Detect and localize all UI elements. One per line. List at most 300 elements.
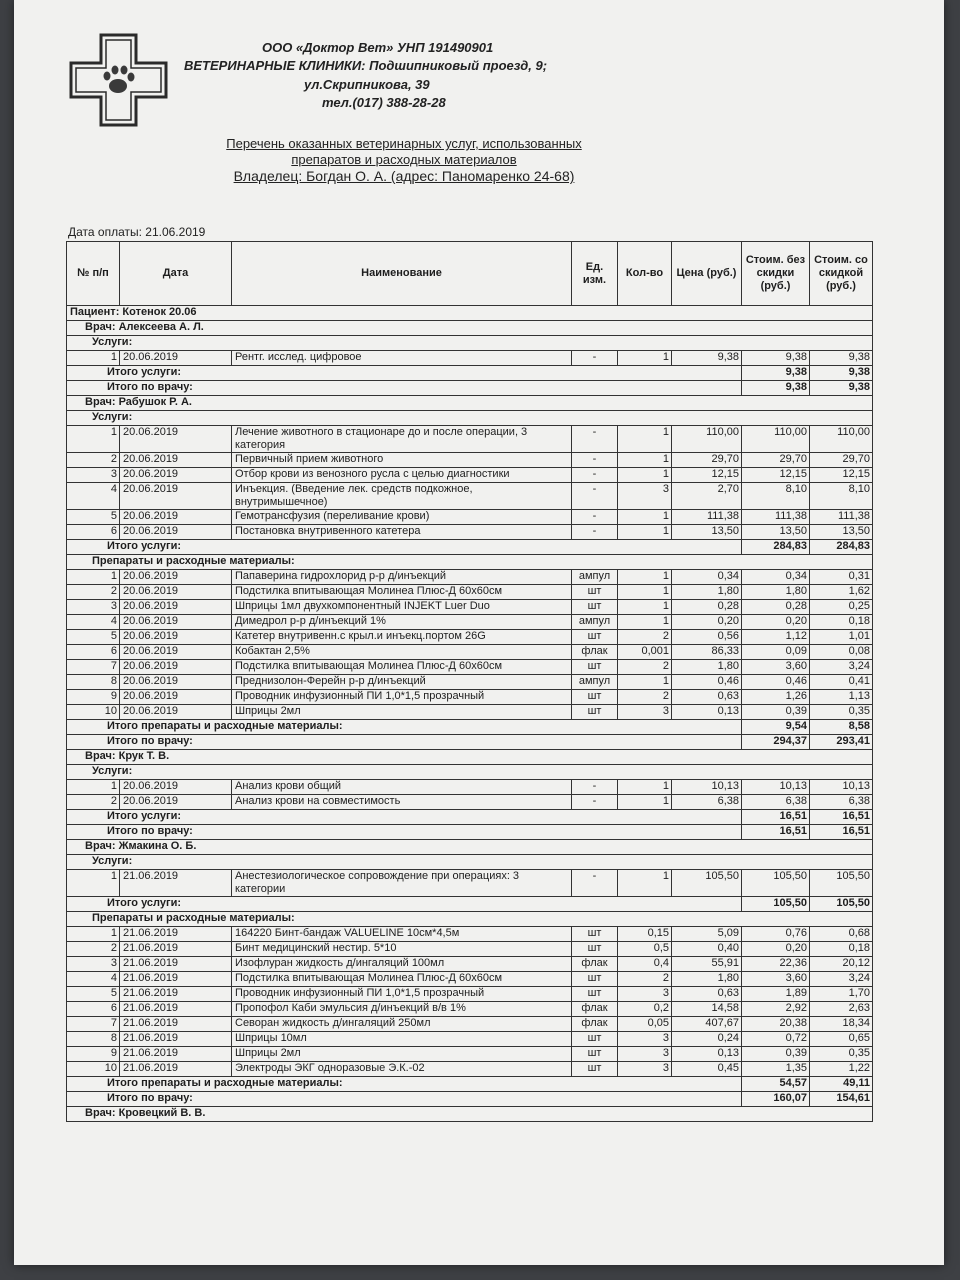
row-price: 105,50 [672,870,742,897]
row-unit: - [572,510,618,525]
materials-label: Препараты и расходные материалы: [67,912,873,927]
row-price: 2,70 [672,483,742,510]
row-unit: - [572,795,618,810]
row-date: 20.06.2019 [120,645,232,660]
total-cost: 9,54 [742,720,810,735]
row-unit: ампул [572,570,618,585]
row-date: 21.06.2019 [120,1032,232,1047]
row-date: 21.06.2019 [120,1002,232,1017]
total-cost: 105,50 [742,897,810,912]
row-unit: шт [572,987,618,1002]
row-cost-discount: 105,50 [810,870,873,897]
row-date: 20.06.2019 [120,351,232,366]
row-name: Бинт медицинский нестир. 5*10 [232,942,572,957]
row-number: 2 [67,453,120,468]
document-title-line1: Перечень оказанных ветеринарных услуг, использованных [226,136,582,151]
row-date: 21.06.2019 [120,1017,232,1032]
row-cost: 0,46 [742,675,810,690]
row-unit: - [572,468,618,483]
row-qty: 0,4 [618,957,672,972]
row-unit: шт [572,1062,618,1077]
row-price: 29,70 [672,453,742,468]
row-cost-discount: 1,13 [810,690,873,705]
row-price: 0,45 [672,1062,742,1077]
row-unit: ампул [572,615,618,630]
row-cost-discount: 1,62 [810,585,873,600]
row-price: 12,15 [672,468,742,483]
row-number: 4 [67,615,120,630]
col-price: Цена (руб.) [672,242,742,306]
total-cost-discount: 9,38 [810,366,873,381]
row-unit: - [572,351,618,366]
row-number: 1 [67,570,120,585]
row-name: Анализ крови на совместимость [232,795,572,810]
table-row [67,510,873,525]
row-price: 0,34 [672,570,742,585]
row-cost: 8,10 [742,483,810,510]
row-qty: 1 [618,468,672,483]
row-cost: 111,38 [742,510,810,525]
row-cost-discount: 0,41 [810,675,873,690]
row-qty: 1 [618,570,672,585]
table-row [67,927,873,942]
row-date: 20.06.2019 [120,570,232,585]
total-cost: 160,07 [742,1092,810,1107]
row-price: 0,56 [672,630,742,645]
total-cost: 16,51 [742,810,810,825]
row-cost: 6,38 [742,795,810,810]
row-number: 3 [67,600,120,615]
row-number: 9 [67,1047,120,1062]
clinic-phone: тел.(017) 388-28-28 [322,95,446,110]
row-qty: 1 [618,351,672,366]
row-number: 7 [67,1017,120,1032]
patient-row: Пациент: Котенок 20.06 [67,306,873,321]
row-price: 0,13 [672,1047,742,1062]
row-number: 2 [67,942,120,957]
row-unit: шт [572,585,618,600]
row-qty: 2 [618,690,672,705]
row-date: 20.06.2019 [120,795,232,810]
row-date: 21.06.2019 [120,1047,232,1062]
row-date: 20.06.2019 [120,705,232,720]
total-row [67,897,873,912]
doctor-row: Врач: Кровецкий В. В. [67,1107,873,1122]
table-row [67,957,873,972]
table-row [67,972,873,987]
row-qty: 1 [618,426,672,453]
row-unit: шт [572,660,618,675]
total-cost: 9,38 [742,366,810,381]
total-row [67,810,873,825]
table-row [67,690,873,705]
row-cost: 22,36 [742,957,810,972]
row-cost: 0,39 [742,705,810,720]
total-row [67,366,873,381]
row-unit: флак [572,957,618,972]
row-qty: 3 [618,987,672,1002]
row-name: Гемотрансфузия (переливание крови) [232,510,572,525]
row-number: 10 [67,1062,120,1077]
row-unit: шт [572,630,618,645]
row-number: 5 [67,510,120,525]
row-date: 21.06.2019 [120,957,232,972]
row-name: Анализ крови общий [232,780,572,795]
row-qty: 0,001 [618,645,672,660]
total-row [67,381,873,396]
row-cost: 13,50 [742,525,810,540]
row-name: Проводник инфузионный ПИ 1,0*1,5 прозрачный [232,987,572,1002]
row-cost-discount: 111,38 [810,510,873,525]
row-cost-discount: 20,12 [810,957,873,972]
row-unit: шт [572,705,618,720]
clinic-name: ООО «Доктор Вет» УНП 191490901 [262,40,494,55]
total-cost-discount: 49,11 [810,1077,873,1092]
row-qty: 1 [618,585,672,600]
table-row [67,600,873,615]
row-name: Шприцы 1мл двухкомпонентный INJEKT Luer Duo [232,600,572,615]
row-qty: 0,05 [618,1017,672,1032]
row-date: 20.06.2019 [120,660,232,675]
table-row [67,1017,873,1032]
total-cost-discount: 293,41 [810,735,873,750]
col-date: Дата [120,242,232,306]
row-price: 0,20 [672,615,742,630]
row-unit: шт [572,1047,618,1062]
table-row [67,483,873,510]
table-row [67,645,873,660]
total-label: Итого услуги: [67,366,742,381]
row-price: 0,46 [672,675,742,690]
table-row [67,942,873,957]
row-date: 20.06.2019 [120,510,232,525]
doctor-row: Врач: Крук Т. В. [67,750,873,765]
total-cost-discount: 105,50 [810,897,873,912]
clinic-address: ВЕТЕРИНАРНЫЕ КЛИНИКИ: Подшипниковый проезд, 9; [184,58,548,73]
row-date: 21.06.2019 [120,987,232,1002]
row-unit: - [572,426,618,453]
row-number: 1 [67,351,120,366]
total-row [67,1092,873,1107]
row-cost-discount: 13,50 [810,525,873,540]
row-price: 55,91 [672,957,742,972]
row-qty: 2 [618,972,672,987]
total-row [67,735,873,750]
row-price: 1,80 [672,585,742,600]
row-name: Папаверина гидрохлорид р-р д/инъекций [232,570,572,585]
col-qty: Кол-во [618,242,672,306]
table-row [67,453,873,468]
row-cost-discount: 8,10 [810,483,873,510]
row-qty: 3 [618,705,672,720]
table-row [67,1062,873,1077]
row-name: 164220 Бинт-бандаж VALUELINE 10см*4,5м [232,927,572,942]
row-cost-discount: 0,18 [810,942,873,957]
row-name: Лечение животного в стационаре до и после операции, 3 категория [232,426,572,453]
row-cost-discount: 0,08 [810,645,873,660]
row-cost: 29,70 [742,453,810,468]
row-cost: 12,15 [742,468,810,483]
col-number: № п/п [67,242,120,306]
row-cost-discount: 0,31 [810,570,873,585]
materials-label: Препараты и расходные материалы: [67,555,873,570]
row-name: Шприцы 2мл [232,705,572,720]
row-cost: 0,09 [742,645,810,660]
row-unit: - [572,483,618,510]
row-unit: - [572,525,618,540]
row-qty: 1 [618,615,672,630]
row-price: 86,33 [672,645,742,660]
row-cost-discount: 0,18 [810,615,873,630]
table-row [67,570,873,585]
row-name: Изофлуран жидкость д/ингаляций 100мл [232,957,572,972]
row-cost-discount: 3,24 [810,972,873,987]
table-row [67,780,873,795]
row-name: Инъекция. (Введение лек. средств подкожное, внутримышечное) [232,483,572,510]
row-number: 3 [67,468,120,483]
row-qty: 0,5 [618,942,672,957]
row-qty: 3 [618,1047,672,1062]
table-row [67,705,873,720]
total-row [67,825,873,840]
total-row [67,720,873,735]
services-label: Услуги: [67,765,873,780]
doctor-row: Врач: Жмакина О. Б. [67,840,873,855]
total-row [67,1077,873,1092]
total-cost: 284,83 [742,540,810,555]
row-cost-discount: 1,01 [810,630,873,645]
row-date: 20.06.2019 [120,630,232,645]
row-cost: 9,38 [742,351,810,366]
row-unit: - [572,453,618,468]
row-qty: 3 [618,483,672,510]
row-cost-discount: 9,38 [810,351,873,366]
row-name: Шприцы 10мл [232,1032,572,1047]
row-name: Кобактан 2,5% [232,645,572,660]
total-cost-discount: 154,61 [810,1092,873,1107]
row-price: 6,38 [672,795,742,810]
row-cost: 1,26 [742,690,810,705]
row-unit: флак [572,645,618,660]
row-date: 20.06.2019 [120,780,232,795]
row-date: 20.06.2019 [120,585,232,600]
row-cost: 1,12 [742,630,810,645]
row-number: 8 [67,675,120,690]
row-cost: 3,60 [742,972,810,987]
row-price: 111,38 [672,510,742,525]
total-label: Итого препараты и расходные материалы: [67,1077,742,1092]
row-unit: флак [572,1002,618,1017]
table-row [67,675,873,690]
total-cost-discount: 8,58 [810,720,873,735]
row-number: 2 [67,795,120,810]
row-name: Подстилка впитывающая Молинеа Плюс-Д 60х60см [232,585,572,600]
row-date: 20.06.2019 [120,525,232,540]
row-name: Проводник инфузионный ПИ 1,0*1,5 прозрачный [232,690,572,705]
row-cost-discount: 0,65 [810,1032,873,1047]
table-row [67,615,873,630]
row-date: 21.06.2019 [120,927,232,942]
row-cost-discount: 1,22 [810,1062,873,1077]
row-qty: 2 [618,630,672,645]
services-table [66,241,873,1122]
row-cost-discount: 6,38 [810,795,873,810]
row-qty: 1 [618,870,672,897]
row-price: 1,80 [672,972,742,987]
row-unit: шт [572,600,618,615]
row-date: 20.06.2019 [120,690,232,705]
table-row [67,660,873,675]
row-price: 10,13 [672,780,742,795]
total-label: Итого услуги: [67,897,742,912]
row-cost: 2,92 [742,1002,810,1017]
row-number: 2 [67,585,120,600]
row-unit: ампул [572,675,618,690]
row-qty: 0,2 [618,1002,672,1017]
row-cost: 1,80 [742,585,810,600]
row-cost-discount: 29,70 [810,453,873,468]
row-price: 0,28 [672,600,742,615]
row-name: Электроды ЭКГ одноразовые Э.К.-02 [232,1062,572,1077]
total-cost-discount: 16,51 [810,825,873,840]
row-cost-discount: 3,24 [810,660,873,675]
row-cost-discount: 18,34 [810,1017,873,1032]
services-label: Услуги: [67,411,873,426]
table-row [67,987,873,1002]
row-qty: 1 [618,675,672,690]
row-name: Отбор крови из венозного русла с целью диагностики [232,468,572,483]
row-date: 20.06.2019 [120,468,232,483]
total-label: Итого препараты и расходные материалы: [67,720,742,735]
row-qty: 1 [618,780,672,795]
table-row [67,525,873,540]
total-cost-discount: 9,38 [810,381,873,396]
table-row [67,468,873,483]
col-unit: Ед. изм. [572,242,618,306]
table-row [67,795,873,810]
row-number: 4 [67,483,120,510]
row-cost: 3,60 [742,660,810,675]
row-unit: шт [572,972,618,987]
row-cost: 0,20 [742,942,810,957]
row-number: 5 [67,987,120,1002]
row-cost-discount: 0,68 [810,927,873,942]
row-qty: 1 [618,795,672,810]
total-label: Итого по врачу: [67,825,742,840]
row-price: 5,09 [672,927,742,942]
row-name: Подстилка впитывающая Молинеа Плюс-Д 60х60см [232,660,572,675]
row-qty: 1 [618,453,672,468]
document-title-line2: препаратов и расходных материалов [291,152,517,167]
row-number: 9 [67,690,120,705]
row-price: 0,24 [672,1032,742,1047]
row-date: 20.06.2019 [120,615,232,630]
row-qty: 1 [618,600,672,615]
row-number: 1 [67,780,120,795]
row-price: 0,63 [672,690,742,705]
total-cost: 16,51 [742,825,810,840]
row-name: Анестезиологическое сопровождение при операциях: 3 категории [232,870,572,897]
document-page [14,0,944,1265]
row-name: Подстилка впитывающая Молинеа Плюс-Д 60х60см [232,972,572,987]
row-unit: шт [572,690,618,705]
total-cost: 9,38 [742,381,810,396]
row-cost-discount: 0,35 [810,1047,873,1062]
row-name: Севоран жидкость д/ингаляций 250мл [232,1017,572,1032]
row-cost: 1,89 [742,987,810,1002]
row-cost: 0,39 [742,1047,810,1062]
total-cost-discount: 16,51 [810,810,873,825]
row-number: 1 [67,870,120,897]
row-number: 5 [67,630,120,645]
row-price: 13,50 [672,525,742,540]
row-cost: 0,72 [742,1032,810,1047]
row-date: 21.06.2019 [120,972,232,987]
row-qty: 1 [618,525,672,540]
row-cost-discount: 12,15 [810,468,873,483]
row-price: 110,00 [672,426,742,453]
payment-date: Дата оплаты: 21.06.2019 [68,225,206,239]
total-cost-discount: 284,83 [810,540,873,555]
owner-line: Владелец: Богдан О. А. (адрес: Паномаренко 24-68) [233,168,575,184]
row-number: 4 [67,972,120,987]
row-qty: 0,15 [618,927,672,942]
row-cost-discount: 1,70 [810,987,873,1002]
row-cost-discount: 110,00 [810,426,873,453]
row-cost: 105,50 [742,870,810,897]
row-number: 10 [67,705,120,720]
row-price: 9,38 [672,351,742,366]
row-name: Катетер внутривенн.с крыл.и инъекц.портом 26G [232,630,572,645]
row-number: 6 [67,645,120,660]
table-row [67,870,873,897]
row-qty: 2 [618,660,672,675]
row-cost: 0,28 [742,600,810,615]
clinic-address-2: ул.Скрипникова, 39 [304,77,430,92]
row-qty: 3 [618,1032,672,1047]
row-cost: 10,13 [742,780,810,795]
total-label: Итого услуги: [67,540,742,555]
row-price: 0,13 [672,705,742,720]
row-cost-discount: 0,35 [810,705,873,720]
row-date: 20.06.2019 [120,600,232,615]
row-number: 8 [67,1032,120,1047]
row-number: 1 [67,927,120,942]
row-qty: 1 [618,510,672,525]
services-label: Услуги: [67,855,873,870]
row-cost: 1,35 [742,1062,810,1077]
row-cost: 20,38 [742,1017,810,1032]
row-cost: 110,00 [742,426,810,453]
col-cost: Стоим. без скидки (руб.) [742,242,810,306]
row-number: 7 [67,660,120,675]
doctor-row: Врач: Алексеева А. Л. [67,321,873,336]
row-unit: шт [572,1032,618,1047]
row-cost: 0,20 [742,615,810,630]
table-row [67,585,873,600]
total-label: Итого по врачу: [67,1092,742,1107]
row-name: Пропофол Каби эмульсия д/инъекций в/в 1% [232,1002,572,1017]
row-unit: шт [572,927,618,942]
row-date: 21.06.2019 [120,1062,232,1077]
row-cost: 0,76 [742,927,810,942]
services-label: Услуги: [67,336,873,351]
row-unit: - [572,870,618,897]
row-price: 0,40 [672,942,742,957]
table-header [67,242,873,306]
row-price: 407,67 [672,1017,742,1032]
row-name: Постановка внутривенного катетера [232,525,572,540]
